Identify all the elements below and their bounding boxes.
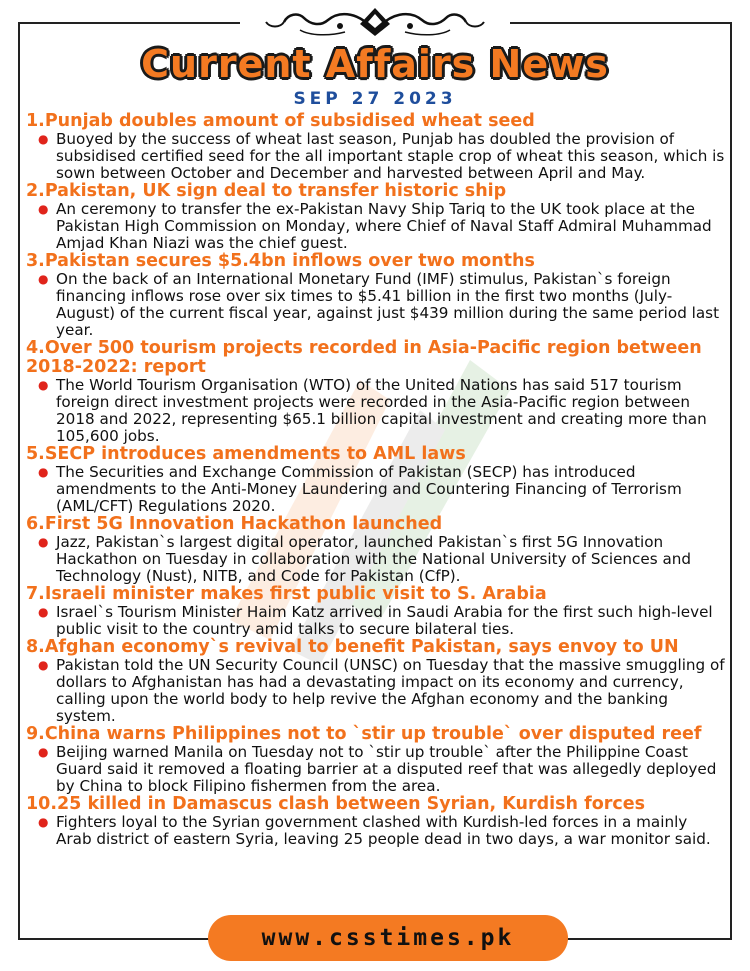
news-item bbox=[26, 252, 726, 339]
news-body: Beijing warned Manila on Tuesday not to `stir up trouble` after the Philippine Coast Guard said it removed a floating barrier at a disputed reef that was allegedly deployed by China to block Filipino fishermen from the area. bbox=[56, 743, 717, 795]
bullet-icon: ● bbox=[38, 378, 49, 392]
bullet-icon: ● bbox=[38, 465, 49, 479]
news-title: 10.25 killed in Damascus clash between Syrian, Kurdish forces bbox=[26, 794, 646, 814]
news-body: On the back of an International Monetary Fund (IMF) stimulus, Pakistan`s foreign financing inflows rose over six times to $5.41 billion in the first two months (July-August) of the current fiscal year, against just $439 million during the same period last year. bbox=[56, 270, 720, 339]
news-body-row bbox=[38, 131, 726, 182]
news-title: 5.SECP introduces amendments to AML laws bbox=[26, 444, 466, 464]
bullet-icon: ● bbox=[38, 815, 49, 829]
news-body-row bbox=[38, 604, 726, 638]
bullet-icon: ● bbox=[38, 272, 49, 286]
news-title: 3.Pakistan secures $5.4bn inflows over two months bbox=[26, 251, 535, 271]
news-title: 9.China warns Philippines not to `stir up trouble` over disputed reef bbox=[26, 724, 702, 744]
news-item bbox=[26, 725, 726, 795]
news-body-row bbox=[38, 814, 726, 848]
news-title: 8.Afghan economy`s revival to benefit Pakistan, says envoy to UN bbox=[26, 637, 679, 657]
bullet-icon: ● bbox=[38, 658, 49, 672]
page-date: SEP 27 2023 bbox=[293, 89, 457, 109]
bullet-icon: ● bbox=[38, 132, 49, 146]
news-title: 2.Pakistan, UK sign deal to transfer historic ship bbox=[26, 181, 507, 201]
ornament-icon bbox=[240, 2, 510, 42]
news-body-row bbox=[38, 377, 726, 445]
news-body-row bbox=[38, 201, 726, 252]
news-body: The Securities and Exchange Commission of Pakistan (SECP) has introduced amendments to the Anti-Money Laundering and Countering Financing of Terrorism (AML/CFT) Regulations 2020. bbox=[56, 463, 682, 515]
news-body: Israel`s Tourism Minister Haim Katz arrived in Saudi Arabia for the first such high-level public visit to the country amid talks to secure bilateral ties. bbox=[56, 603, 713, 638]
news-body: Fighters loyal to the Syrian government clashed with Kurdish-led forces in a mainly Arab district of eastern Syria, leaving 25 people dead in two days, a war monitor said. bbox=[56, 813, 711, 848]
news-body-row bbox=[38, 464, 726, 515]
news-item bbox=[26, 795, 726, 848]
news-item bbox=[26, 339, 726, 445]
news-body-row bbox=[38, 271, 726, 339]
bullet-icon: ● bbox=[38, 745, 49, 759]
news-item bbox=[26, 112, 726, 182]
news-body: Buoyed by the success of wheat last season, Punjab has doubled the provision of subsidised certified seed for the all important staple crop of wheat this season, which is sown between October and December and harvested between April and May. bbox=[56, 130, 725, 182]
news-title: 6.First 5G Innovation Hackathon launched bbox=[26, 514, 443, 534]
news-item bbox=[26, 638, 726, 725]
news-item bbox=[26, 182, 726, 252]
website-link[interactable]: www.csstimes.pk bbox=[208, 915, 568, 961]
news-title: 7.Israeli minister makes first public visit to S. Arabia bbox=[26, 584, 547, 604]
page-title: Current Affairs News bbox=[141, 42, 609, 86]
bullet-icon: ● bbox=[38, 605, 49, 619]
news-body: Jazz, Pakistan`s largest digital operator, launched Pakistan`s first 5G Innovation Hackathon on Tuesday in collaboration with the National University of Sciences and Technology (Nust), NITB, and Code for Pakistan (CfP). bbox=[56, 533, 692, 585]
news-body: The World Tourism Organisation (WTO) of the United Nations has said 517 tourism foreign direct investment projects were recorded in the Asia-Pacific region between 2018 and 2022, representing $65.1 billion capital investment and creating more than 105,600 jobs. bbox=[56, 376, 707, 445]
news-body-row bbox=[38, 534, 726, 585]
news-body: Pakistan told the UN Security Council (UNSC) on Tuesday that the massive smuggling of dollars to Afghanistan has had a devastating impact on its economy and currency, calling upon the world body to help revive the Afghan economy and the banking system. bbox=[56, 656, 725, 725]
news-body-row bbox=[38, 657, 726, 725]
news-item bbox=[26, 445, 726, 515]
news-item bbox=[26, 585, 726, 638]
news-body: An ceremony to transfer the ex-Pakistan Navy Ship Tariq to the UK took place at the Pakistan High Commission on Monday, where Chief of Naval Staff Admiral Muhammad Amjad Khan Niazi was the chief guest. bbox=[56, 200, 712, 252]
news-title: 1.Punjab doubles amount of subsidised wheat seed bbox=[26, 111, 535, 131]
news-body-row bbox=[38, 744, 726, 795]
news-list bbox=[26, 112, 726, 848]
news-item bbox=[26, 515, 726, 585]
news-title: 4.Over 500 tourism projects recorded in Asia-Pacific region between 2018-2022: report bbox=[26, 338, 702, 377]
bullet-icon: ● bbox=[38, 202, 49, 216]
bullet-icon: ● bbox=[38, 535, 49, 549]
